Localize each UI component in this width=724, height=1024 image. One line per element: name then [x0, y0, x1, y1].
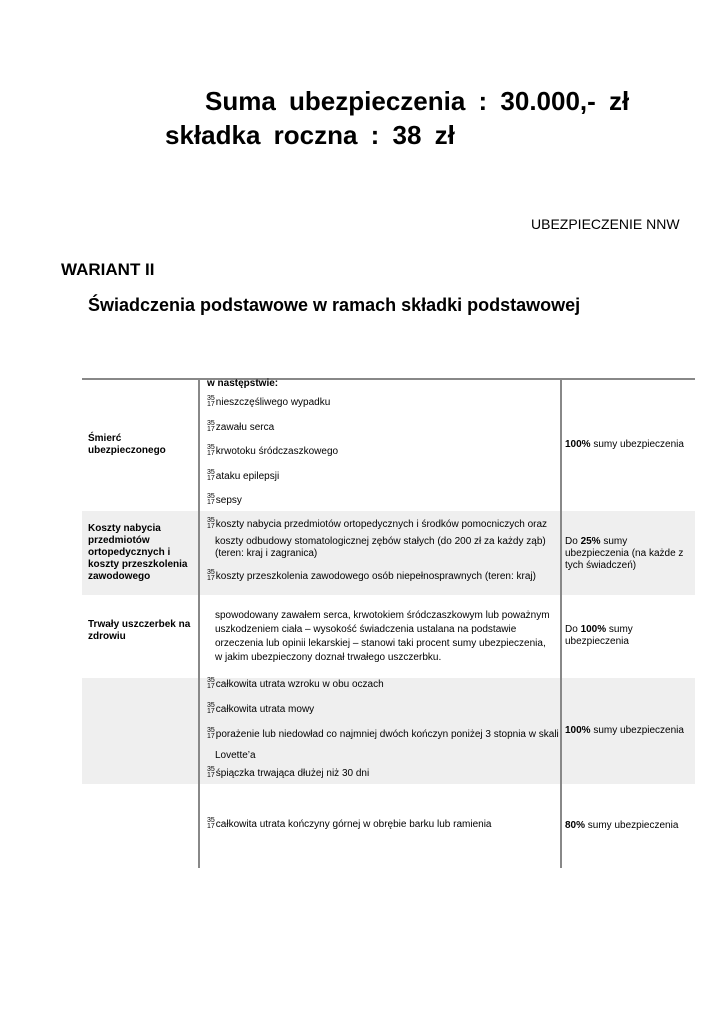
sum-insured-heading: Suma ubezpieczenia : 30.000,- zł — [205, 86, 630, 116]
list-item: 35 17 całkowita utrata wzroku w obu oczach — [207, 677, 384, 690]
row-label-permanent-injury: Trwały uszczerbek na zdrowiu — [88, 619, 191, 642]
bullet-marker: 35 17 — [207, 493, 215, 506]
row-label-costs: Koszty nabycia przedmiotów ortopedycznych i koszty przeszkolenia zawodowego — [88, 523, 188, 582]
list-item: 35 17 całkowita utrata kończyny górnej w obrębie barku lub ramienia — [207, 817, 492, 830]
row-label-death: Śmierć ubezpieczonego — [88, 433, 166, 456]
bullet-marker: 35 17 — [207, 677, 215, 690]
benefit-disability: 100% sumy ubezpieczenia — [565, 725, 684, 736]
list-item: 35 17 krwotoku śródczaszkowego — [207, 444, 339, 457]
list-item: 35 17 sepsy — [207, 493, 242, 506]
benefit-limb-loss: 80% sumy ubezpieczenia — [565, 820, 679, 831]
list-item: 35 17 śpiączka trwająca dłużej niż 30 dni — [207, 766, 370, 779]
bullet-marker: 35 17 — [207, 395, 215, 408]
bullet-marker: 35 17 — [207, 420, 215, 433]
bullet-marker: 35 17 — [207, 569, 215, 582]
insurance-type-label: UBEZPIECZENIE NNW — [531, 216, 680, 232]
list-item: 35 17 koszty nabycia przedmiotów ortopedycznych i środków pomocniczych oraz — [207, 517, 548, 530]
bullet-marker: 35 17 — [207, 517, 215, 530]
row-heading-consequence: w następstwie: — [207, 378, 279, 389]
bullet-marker: 35 17 — [207, 702, 215, 715]
table-top-border — [82, 378, 695, 380]
list-item-continuation: koszty odbudowy stomatologicznej zębów stałych (do 200 zł za każdy ząb) — [215, 536, 546, 547]
bullet-marker: 35 17 — [207, 817, 215, 830]
list-item: 35 17 ataku epilepsji — [207, 469, 280, 482]
benefit-costs: Do 25% sumy ubezpieczenia (na każde z tych świadczeń) — [565, 536, 684, 571]
permanent-injury-description: spowodowany zawałem serca, krwotokiem śródczaszkowym lub poważnym uszkodzeniem ciała – wysokość świadczenia ustalana na podstawie orzeczenia lub opinii lekarskiej – stanowi taki procent sumy ubezpieczenia, w jakim ubezpieczony doznał trwałego uszczerbku. — [215, 610, 550, 663]
list-item: 35 17 porażenie lub niedowład co najmniej dwóch kończyn poniżej 3 stopnia w skali — [207, 727, 559, 740]
list-item-continuation: (teren: kraj i zagranica) — [215, 548, 318, 559]
bullet-marker: 35 17 — [207, 727, 215, 740]
table-column-divider-2 — [560, 378, 562, 868]
bullet-marker: 35 17 — [207, 444, 215, 457]
bullet-marker: 35 17 — [207, 469, 215, 482]
table-column-divider-1 — [198, 378, 200, 868]
list-item: 35 17 całkowita utrata mowy — [207, 702, 315, 715]
list-item: 35 17 nieszczęśliwego wypadku — [207, 395, 331, 408]
annual-premium-heading: składka roczna : 38 zł — [165, 120, 455, 150]
list-item: 35 17 zawału serca — [207, 420, 275, 433]
variant-heading: WARIANT II — [61, 260, 155, 279]
benefit-death: 100% sumy ubezpieczenia — [565, 439, 684, 450]
list-item-continuation: Lovette’a — [215, 750, 256, 761]
section-subtitle: Świadczenia podstawowe w ramach składki podstawowej — [88, 295, 581, 315]
list-item: 35 17 koszty przeszkolenia zawodowego osób niepełnosprawnych (teren: kraj) — [207, 569, 536, 582]
benefit-permanent-injury: Do 100% sumy ubezpieczenia — [565, 624, 633, 647]
bullet-marker: 35 17 — [207, 766, 215, 779]
